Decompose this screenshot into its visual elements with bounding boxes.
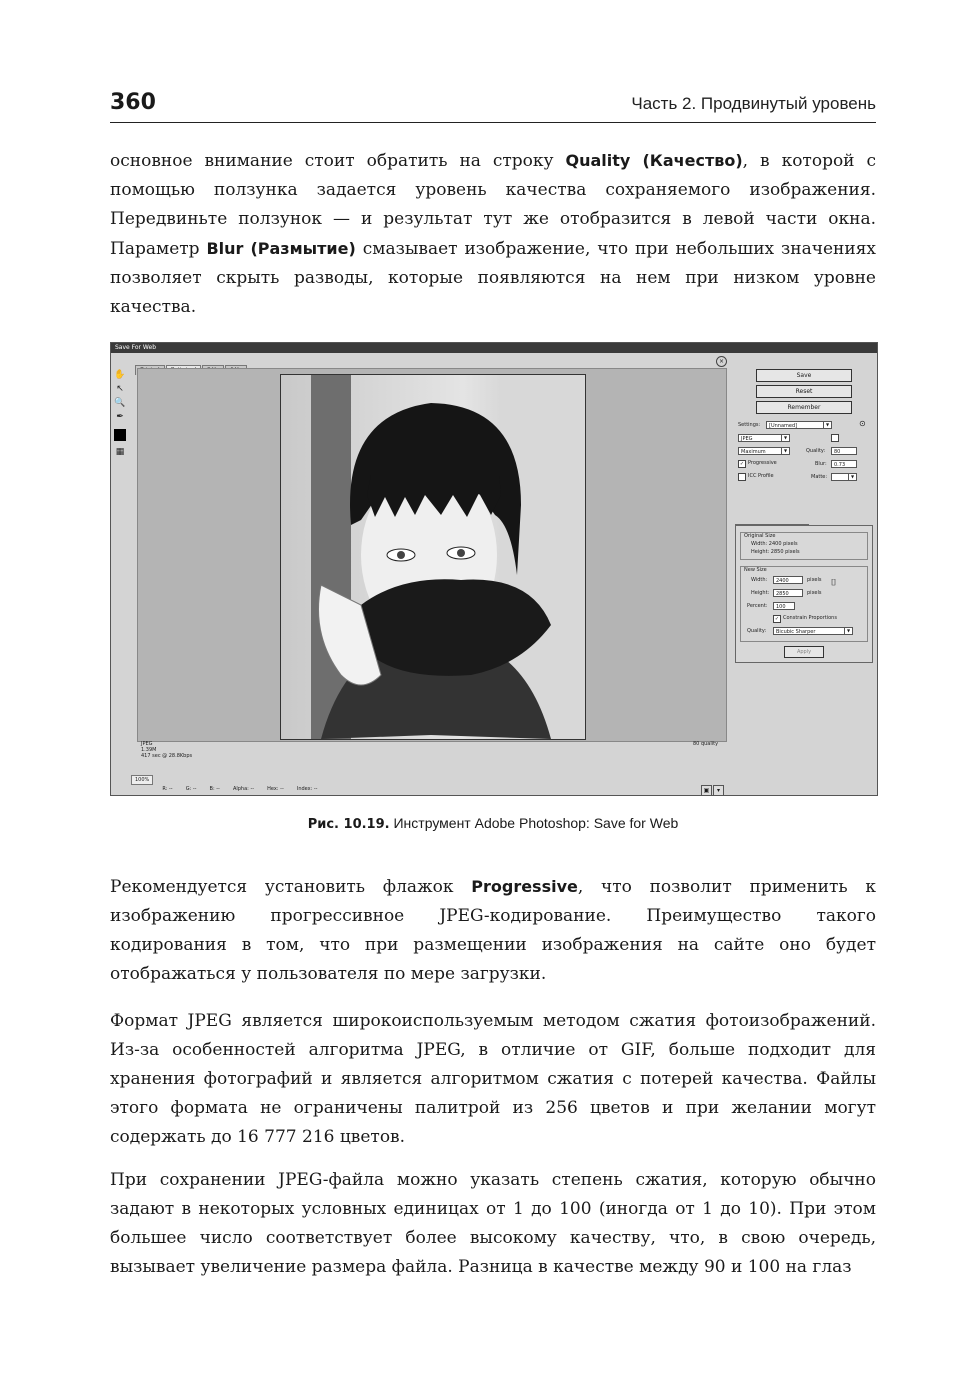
window-titlebar bbox=[111, 343, 877, 353]
matte-label: Matte: bbox=[811, 474, 828, 480]
status-index: Index: -- bbox=[296, 786, 318, 792]
paragraph-1 bbox=[110, 146, 876, 322]
format-select[interactable] bbox=[738, 434, 790, 442]
original-size-group bbox=[740, 532, 868, 560]
status-g: G: -- bbox=[185, 786, 197, 792]
width-value: 2400 bbox=[776, 578, 789, 584]
quality-preset-value: Maximum bbox=[741, 449, 766, 455]
progressive-label: Progressive bbox=[748, 460, 777, 466]
apply-button[interactable]: Apply bbox=[784, 646, 824, 658]
keyword-progressive: Progressive bbox=[471, 877, 578, 896]
width-unit: pixels bbox=[807, 577, 822, 583]
caption-text: Инструмент Adobe Photoshop: Save for Web bbox=[393, 815, 679, 831]
status-r: R: -- bbox=[162, 786, 173, 792]
slice-select-icon[interactable]: ↖ bbox=[116, 384, 124, 394]
text: смазывает изображение, что при небольших значениях позволяет скрыть разводы, которые появляются на нем при низком уровне качества. bbox=[110, 239, 877, 317]
paragraph-4: При сохранении JPEG-файла можно указать степень сжатия, которую обычно задают в некоторых условных единицах от 1 до 100 (иногда от 1 до 10). При этом большее число соответствует более высокому качеству, что, в свою очередь, вызывает увеличение размера файла. Разница в качестве между 90 и 100 на глаз bbox=[110, 1170, 876, 1277]
image-size-panel bbox=[735, 525, 873, 663]
resample-quality-label: Quality: bbox=[747, 628, 767, 634]
blur-label: Blur: bbox=[815, 461, 827, 467]
icc-profile-checkbox[interactable] bbox=[738, 473, 746, 481]
settings-label: Settings: bbox=[738, 422, 761, 428]
reset-button[interactable]: Reset bbox=[756, 385, 852, 398]
text: Рекомендуется установить флажок bbox=[110, 877, 472, 897]
quality-info: 80 quality bbox=[693, 741, 719, 747]
width-label: Width: bbox=[751, 577, 768, 583]
progressive-checkbox[interactable]: ✓ bbox=[739, 461, 745, 467]
caption-label: Рис. 10.19. bbox=[307, 817, 390, 832]
optimized-info bbox=[141, 741, 192, 759]
eyedropper-icon[interactable]: ✒ bbox=[116, 412, 124, 422]
matte-select[interactable] bbox=[831, 473, 857, 481]
info-download-time: 417 sec @ 28.8Kbps bbox=[141, 753, 193, 759]
info-format: JPEG bbox=[141, 741, 153, 747]
checkbox[interactable] bbox=[831, 434, 839, 442]
toggle-slices-icon[interactable]: ▦ bbox=[115, 447, 125, 457]
icc-profile-label: ICC Profile bbox=[748, 473, 774, 479]
page-header bbox=[110, 90, 876, 123]
view-tabs bbox=[135, 356, 248, 367]
save-for-web-screenshot bbox=[110, 342, 878, 796]
quality-preset-select[interactable] bbox=[738, 447, 790, 455]
quality-value: 80 bbox=[834, 449, 841, 455]
zoom-select[interactable]: 100% bbox=[131, 775, 153, 785]
keyword-quality: Quality (Качество) bbox=[565, 151, 743, 170]
browser-preview-icon[interactable]: ▣ bbox=[701, 785, 712, 796]
new-size-group bbox=[740, 566, 868, 642]
save-button[interactable]: Save bbox=[756, 369, 852, 382]
color-swatch[interactable] bbox=[114, 429, 126, 441]
paragraph-3: Формат JPEG является широкоиспользуемым методом сжатия фотоизображений. Из-за особенностей алгоритма JPEG, в отличие от GIF, больше подходит для хранения фотографий и является алгоритмом сжатия с потерей качества. Файлы этого формата не ограничены палитрой из 256 цветов и при желании могут содержать до 16 777 216 цветов. bbox=[110, 1011, 876, 1147]
portrait-image bbox=[281, 375, 585, 739]
running-head: Часть 2. Продвинутый уровень bbox=[631, 94, 876, 113]
zoom-icon[interactable]: 🔍 bbox=[114, 398, 126, 408]
optimize-menu-icon[interactable]: ⊙ bbox=[859, 419, 866, 428]
link-icon: ⌷ bbox=[831, 578, 837, 588]
percent-label: Percent: bbox=[747, 603, 768, 609]
percent-field[interactable] bbox=[773, 602, 795, 610]
height-value: 2850 bbox=[776, 591, 789, 597]
status-b: B: -- bbox=[209, 786, 220, 792]
chevron-down-icon: ▼ bbox=[848, 474, 856, 480]
blur-field[interactable] bbox=[831, 460, 857, 468]
height-unit: pixels bbox=[807, 590, 822, 596]
text: , в которой с помощью ползунка задается уровень качества сохраняемого изображения. Передвиньте ползунок — и результат тут же отобразится в левой части окна. Параметр bbox=[110, 151, 876, 259]
window-title: Save For Web bbox=[115, 344, 156, 351]
quality-label: Quality: bbox=[806, 448, 826, 454]
hand-icon[interactable]: ✋ bbox=[114, 370, 126, 380]
text: основное внимание стоит обратить на строку bbox=[110, 151, 566, 171]
preview-photo bbox=[280, 374, 586, 740]
settings-select[interactable] bbox=[766, 421, 832, 429]
info-size: 1.39M bbox=[141, 747, 157, 753]
quality-field[interactable] bbox=[831, 447, 857, 455]
chevron-down-icon: ▼ bbox=[823, 422, 831, 428]
settings-value: [Unnamed] bbox=[769, 423, 798, 429]
keyword-blur: Blur (Размытие) bbox=[206, 239, 356, 258]
page-number: 360 bbox=[110, 90, 156, 115]
close-icon[interactable]: × bbox=[716, 356, 727, 367]
paragraph-2 bbox=[110, 872, 876, 989]
figure-caption bbox=[110, 815, 876, 832]
text: , что позволит применить к изображению прогрессивное JPEG-кодирование. Преимущество такого кодирования в том, что при размещении изображения на сайте оно будет отображаться у пользователя по мере загрузки. bbox=[110, 877, 876, 984]
percent-value: 100 bbox=[776, 604, 786, 610]
remember-button[interactable]: Remember bbox=[756, 401, 852, 414]
height-label: Height: bbox=[751, 590, 770, 596]
status-hex: Hex: -- bbox=[267, 786, 284, 792]
constrain-proportions-label: Constrain Proportions bbox=[783, 615, 837, 621]
format-value: JPEG bbox=[741, 436, 753, 442]
chevron-down-icon: ▼ bbox=[781, 435, 789, 441]
constrain-proportions-checkbox[interactable]: ✓ bbox=[774, 616, 780, 622]
menu-arrow-icon[interactable]: ▾ bbox=[713, 785, 724, 796]
width-field[interactable] bbox=[773, 576, 803, 584]
chevron-down-icon: ▼ bbox=[844, 628, 852, 634]
height-field[interactable] bbox=[773, 589, 803, 597]
new-size-title: New Size bbox=[744, 567, 767, 573]
original-size-title: Original Size bbox=[744, 533, 776, 539]
resample-quality-value: Bicubic Sharper bbox=[776, 629, 816, 635]
original-width: Width: 2400 pixels bbox=[751, 541, 798, 547]
status-bar bbox=[131, 775, 731, 792]
preview-canvas bbox=[137, 368, 727, 742]
resample-quality-select[interactable] bbox=[773, 627, 853, 635]
blur-value: 0.73 bbox=[834, 462, 846, 468]
chevron-down-icon: ▼ bbox=[781, 448, 789, 454]
original-height: Height: 2850 pixels bbox=[751, 549, 800, 555]
status-alpha: Alpha: -- bbox=[232, 786, 255, 792]
preview-controls bbox=[701, 777, 725, 796]
toolbox bbox=[114, 370, 128, 461]
